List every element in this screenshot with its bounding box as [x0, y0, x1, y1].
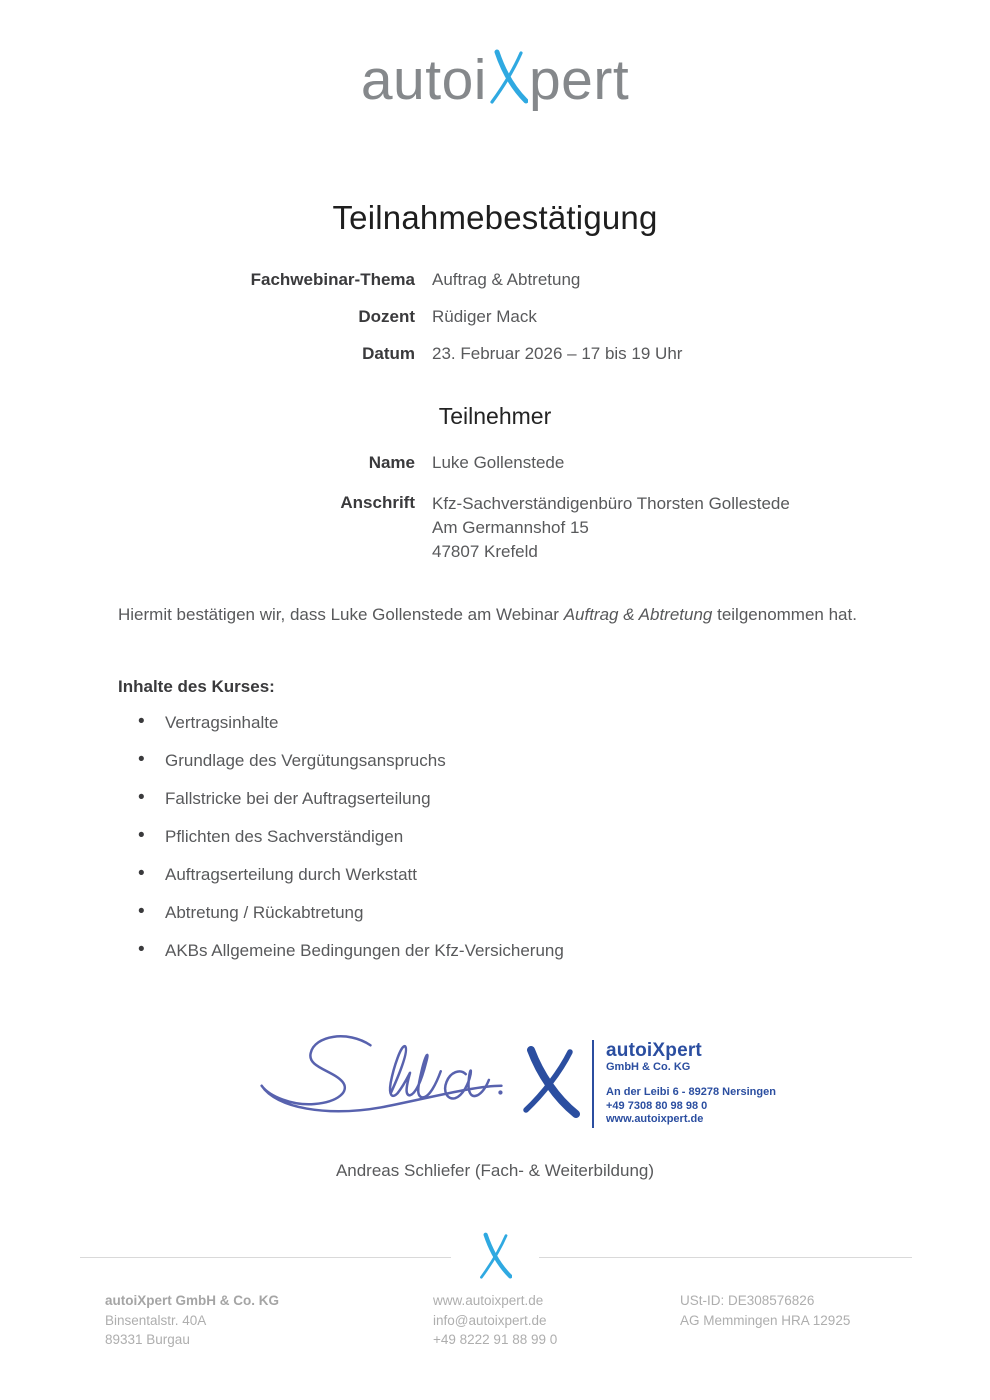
participant-name-label: Name: [368, 453, 415, 472]
footer-vat-id: USt-ID: DE308576826: [680, 1293, 815, 1308]
stamp-text: [606, 1041, 776, 1127]
participant-name: Luke Gollenstede: [432, 453, 565, 472]
webinar-meta: [0, 269, 990, 365]
course-item: • Auftragserteilung durch Werkstatt: [138, 866, 900, 884]
participant-heading: Teilnehmer: [438, 403, 552, 429]
course-item: • AKBs Allgemeine Bedingungen der Kfz-Versicherung: [138, 942, 900, 960]
stamp-address: An der Leibi 6 - 89278 Nersingen: [606, 1086, 776, 1099]
stamp-divider: [592, 1040, 594, 1128]
handwritten-signature-image: [254, 1026, 510, 1135]
stamp-company-name: autoiXpert: [606, 1040, 702, 1062]
participant-address-label: Anschrift: [340, 493, 415, 512]
participant-address: [432, 492, 990, 564]
meta-value-thema: Auftrag & Abtretung: [432, 270, 581, 289]
company-stamp: [518, 1040, 776, 1128]
course-item: • Vertragsinhalte: [138, 714, 900, 732]
footer-company-name: autoiXpert GmbH & Co. KG: [105, 1293, 280, 1308]
footer-register: AG Memmingen HRA 12925: [680, 1312, 851, 1328]
course-item: • Abtretung / Rückabtretung: [138, 904, 900, 922]
statement-webinar-title: Auftrag & Abtretung: [563, 605, 713, 624]
meta-label-thema: Fachwebinar-Thema: [250, 270, 415, 289]
footer-legal-column: [680, 1291, 850, 1330]
course-item: • Pflichten des Sachverständigen: [138, 828, 900, 846]
meta-label-dozent: Dozent: [358, 307, 415, 326]
logo-text-prefix: autoi: [360, 48, 487, 112]
footer-contact-column: [433, 1291, 557, 1350]
stamp-website: www.autoixpert.de: [606, 1113, 704, 1126]
meta-label-datum: Datum: [362, 344, 415, 363]
course-item: • Fallstricke bei der Auftragserteilung: [138, 790, 900, 808]
logo-x-icon: [488, 49, 528, 118]
address-line: 47807 Krefeld: [432, 542, 538, 561]
footer-x-icon: [0, 1232, 990, 1285]
stamp-company-type: GmbH & Co. KG: [606, 1061, 691, 1074]
signer-caption: Andreas Schliefer (Fach- & Weiterbildung): [335, 1161, 655, 1180]
statement-suffix: teilgenommen hat.: [712, 605, 857, 624]
footer-phone: +49 8222 91 88 99 0: [433, 1332, 558, 1347]
statement-prefix: Hiermit bestätigen wir, dass Luke Gollenstede am Webinar: [118, 605, 564, 624]
participant-details: [0, 452, 990, 564]
course-contents-heading: Inhalte des Kurses:: [118, 677, 275, 696]
footer-company-column: [105, 1291, 279, 1350]
footer-company-city: 89331 Burgau: [105, 1332, 190, 1347]
address-line: Kfz-Sachverständigenbüro Thorsten Gollestede: [432, 494, 790, 513]
confirmation-statement: [118, 604, 900, 626]
footer-email: info@autoixpert.de: [433, 1312, 547, 1328]
meta-value-dozent: Rüdiger Mack: [432, 307, 537, 326]
footer-company-street: Binsentalstr. 40A: [105, 1312, 207, 1328]
footer-website: www.autoixpert.de: [433, 1293, 544, 1308]
logo: [0, 48, 990, 118]
course-contents-list: [138, 714, 900, 980]
course-item: • Grundlage des Vergütungsanspruchs: [138, 752, 900, 770]
stamp-phone: +49 7308 80 98 98 0: [606, 1099, 708, 1112]
logo-text-suffix: pert: [528, 48, 630, 112]
address-line: Am Germannshof 15: [432, 518, 589, 537]
meta-value-datum: 23. Februar 2026 – 17 bis 19 Uhr: [432, 344, 683, 363]
page-title: Teilnahmebestätigung: [332, 199, 658, 236]
stamp-x-icon: [518, 1046, 580, 1123]
